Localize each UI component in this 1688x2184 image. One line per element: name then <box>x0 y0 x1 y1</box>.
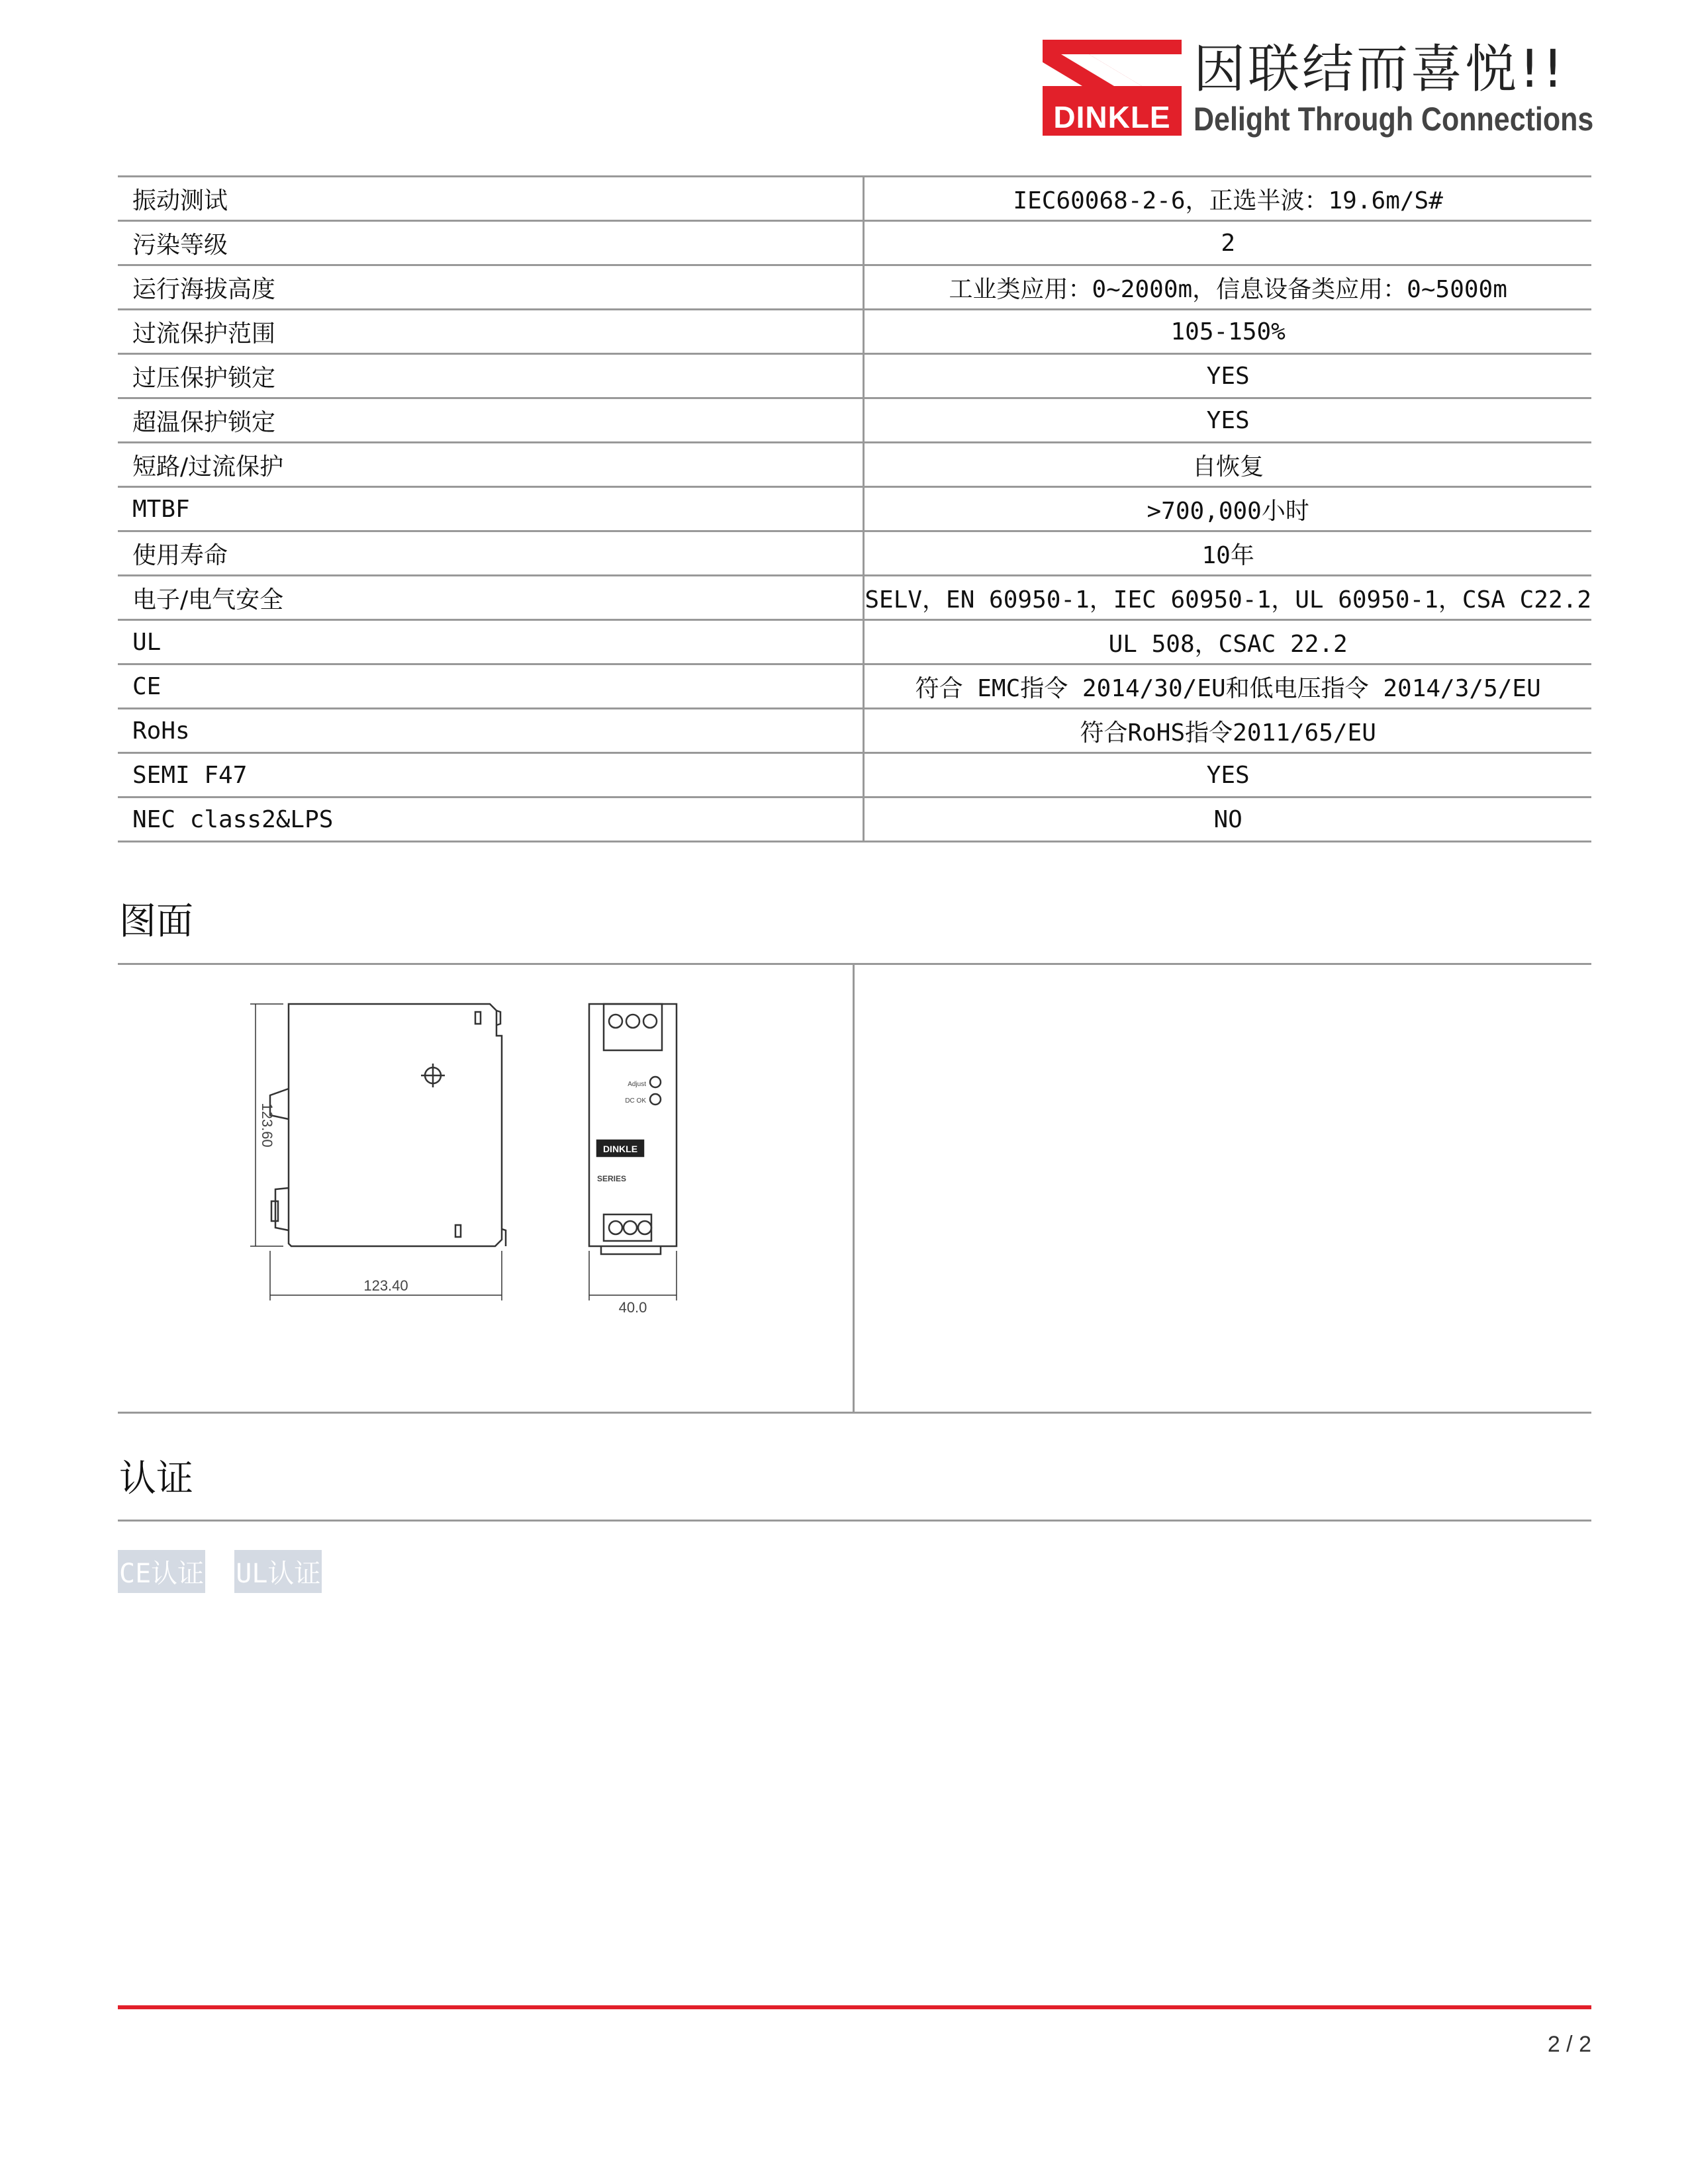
ce-certificate-link[interactable]: CE认证 <box>118 1550 205 1593</box>
spec-value: 10年 <box>864 531 1591 576</box>
table-row <box>118 354 1591 398</box>
table-row <box>118 310 1591 354</box>
table-row <box>118 177 1591 221</box>
spec-value: 符合 EMC指令 2014/30/EU和低电压指令 2014/3/5/EU <box>864 664 1591 709</box>
front-adjust-label: Adjust <box>628 1081 646 1088</box>
dim-height-label: 123.60 <box>259 1103 275 1148</box>
spec-key: 运行海拔高度 <box>118 265 864 310</box>
terminal-screw <box>624 1221 637 1234</box>
spec-key: 过流保护范围 <box>118 310 864 354</box>
drawing-column-divider <box>853 963 855 1412</box>
logo-slogan-en: Delight Through Connections <box>1194 101 1594 138</box>
dinkle-logo <box>1043 40 1599 139</box>
front-terminal-bottom <box>604 1214 651 1241</box>
spec-key: CE <box>118 664 864 709</box>
certification-section-title: 认证 <box>119 1457 193 1500</box>
spec-value: 自恢复 <box>864 443 1591 487</box>
drawing-section-title: 图面 <box>119 900 193 943</box>
front-view-body <box>589 1004 677 1246</box>
table-row <box>118 487 1591 531</box>
spec-key: MTBF <box>118 487 864 531</box>
spec-key: 污染等级 <box>118 221 864 265</box>
spec-key: 使用寿命 <box>118 531 864 576</box>
spec-value: 符合RoHS指令2011/65/EU <box>864 709 1591 753</box>
front-brand-label: DINKLE <box>602 1144 638 1154</box>
certification-links <box>118 1550 335 1593</box>
spec-value: YES <box>864 753 1591 797</box>
table-row <box>118 709 1591 753</box>
terminal-screw <box>643 1015 657 1028</box>
spec-value: YES <box>864 354 1591 398</box>
dimension-drawing <box>250 989 846 1387</box>
spec-table <box>118 175 1591 842</box>
spec-key: RoHs <box>118 709 864 753</box>
side-view-body <box>289 1004 502 1246</box>
spec-key: 过压保护锁定 <box>118 354 864 398</box>
front-series-label: SERIES <box>597 1174 627 1183</box>
side-slot-top <box>475 1012 481 1024</box>
spec-value: UL 508，CSAC 22.2 <box>864 620 1591 664</box>
ul-certificate-link[interactable]: UL认证 <box>234 1550 322 1593</box>
table-row <box>118 620 1591 664</box>
footer-rule <box>118 2005 1591 2009</box>
spec-value: 105-150% <box>864 310 1591 354</box>
dim-front-width-label: 40.0 <box>618 1299 647 1316</box>
table-row <box>118 443 1591 487</box>
logo-slogan-cn: 因联结而喜悦!! <box>1194 40 1566 99</box>
dc-ok-led-icon <box>650 1094 661 1105</box>
table-row <box>118 576 1591 620</box>
terminal-screw <box>609 1015 622 1028</box>
front-foot <box>601 1246 661 1254</box>
front-dc-ok-label: DC OK <box>625 1097 646 1105</box>
spec-key: 超温保护锁定 <box>118 398 864 443</box>
spec-value: SELV，EN 60950-1，IEC 60950-1，UL 60950-1，CSA C22.2 <box>864 576 1591 620</box>
side-slot-bottom <box>455 1225 461 1237</box>
table-row <box>118 531 1591 576</box>
table-row <box>118 265 1591 310</box>
spec-key: 电子/电气安全 <box>118 576 864 620</box>
table-row <box>118 797 1591 842</box>
spec-key: NEC class2&LPS <box>118 797 864 842</box>
spec-key: 振动测试 <box>118 177 864 221</box>
spec-value: 工业类应用：0~2000m，信息设备类应用：0~5000m <box>864 265 1591 310</box>
terminal-screw <box>626 1015 639 1028</box>
table-row <box>118 398 1591 443</box>
spec-value: IEC60068-2-6，正选半波：19.6m/S# <box>864 177 1591 221</box>
logo-brand-text: DINKLE <box>1043 99 1182 136</box>
table-row <box>118 753 1591 797</box>
page-number: 2 / 2 <box>1547 2032 1591 2057</box>
terminal-screw <box>609 1221 622 1234</box>
spec-value: YES <box>864 398 1591 443</box>
adjust-knob-icon <box>650 1077 661 1087</box>
terminal-screw <box>638 1221 651 1234</box>
spec-value: 2 <box>864 221 1591 265</box>
spec-key: 短路/过流保护 <box>118 443 864 487</box>
dim-width-label: 123.40 <box>363 1277 408 1294</box>
table-row <box>118 664 1591 709</box>
certification-section-rule <box>118 1520 1591 1522</box>
spec-value: >700,000小时 <box>864 487 1591 531</box>
spec-value: NO <box>864 797 1591 842</box>
spec-key: UL <box>118 620 864 664</box>
spec-key: SEMI F47 <box>118 753 864 797</box>
drawing-area <box>118 963 1591 1414</box>
table-row <box>118 221 1591 265</box>
